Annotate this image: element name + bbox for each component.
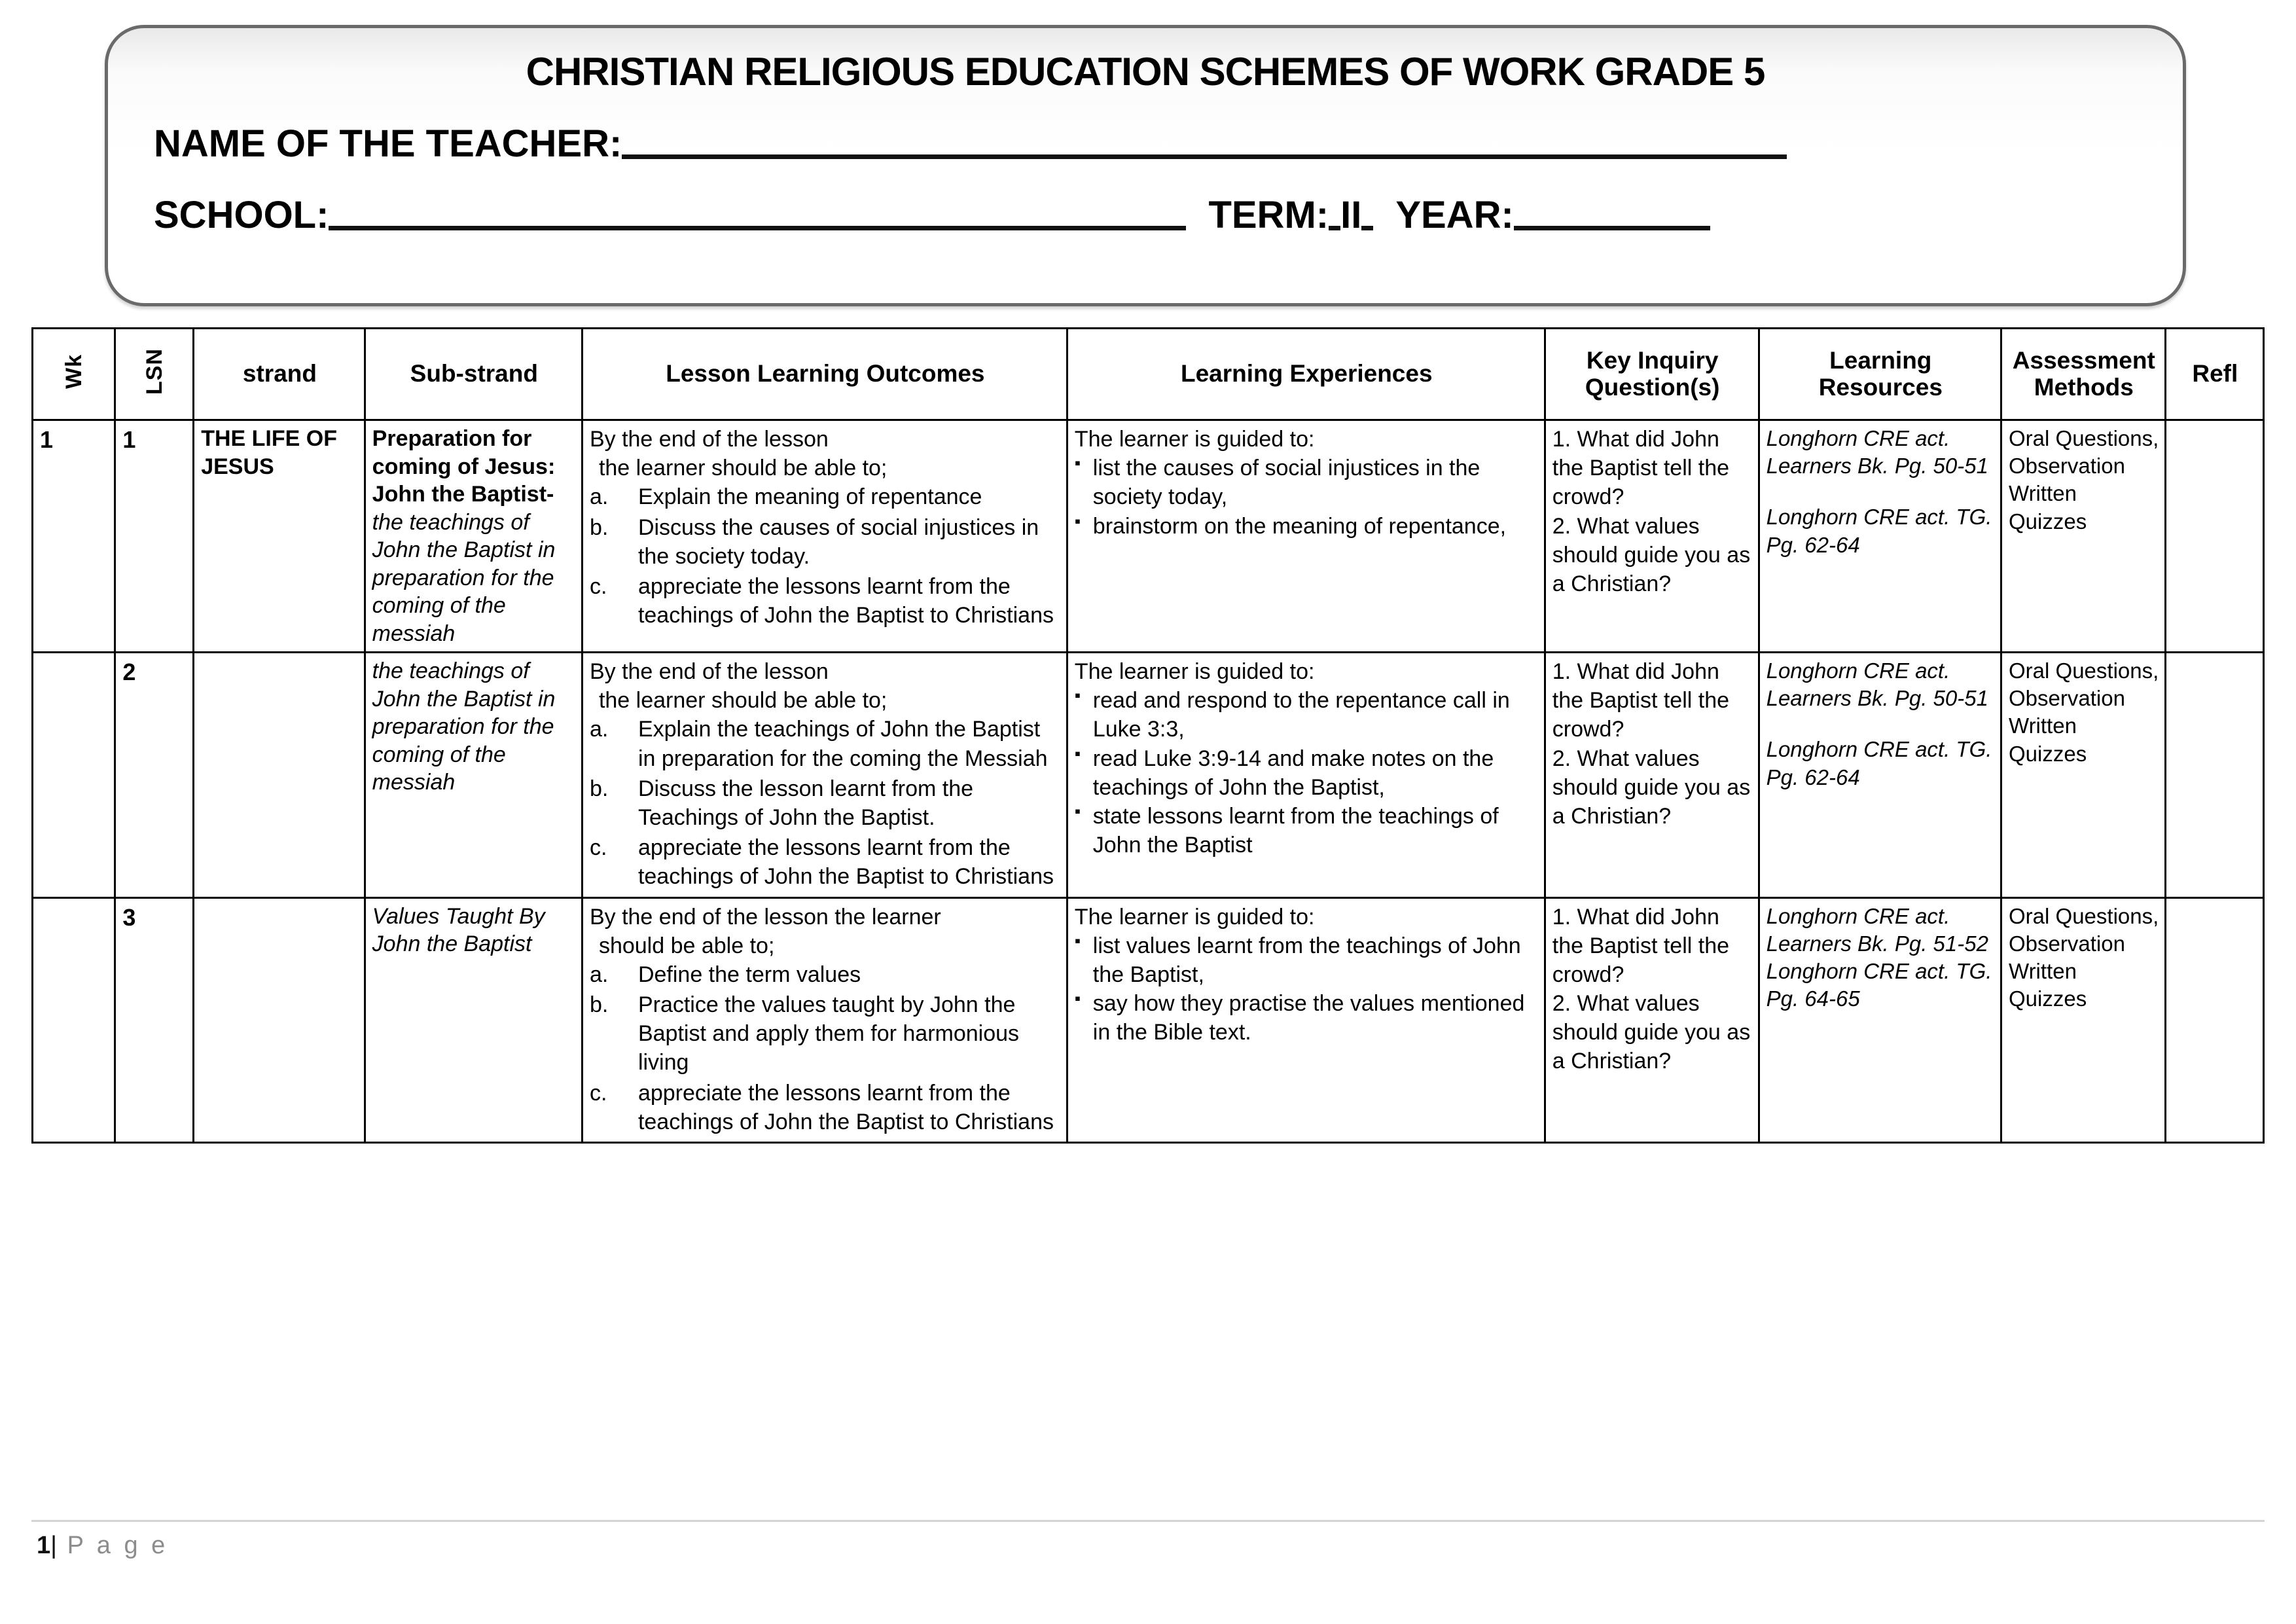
cell-sub-strand: Preparation for coming of Jesus: John the Baptist- the teachings of John the Baptist in preparation for the coming of the messiah bbox=[365, 420, 582, 653]
footer-page-word: P a g e bbox=[67, 1532, 169, 1559]
cell-learning-experiences: The learner is guided to: ▪ read and respond to the repentance call in Luke 3:3, ▪ read Luke 3:9-14 and make notes on the teachings of John the Baptist, ▪ state lessons learnt from the teachings of John the Baptist bbox=[1067, 653, 1545, 898]
cell-key-inquiry-questions: 1. What did John the Baptist tell the crowd? 2. What values should guide you as a Christian? bbox=[1545, 420, 1759, 653]
cell-strand bbox=[194, 897, 365, 1143]
list-text: appreciate the lessons learnt from the teachings of John the Baptist to Christians bbox=[637, 835, 1054, 890]
list-text: list values learnt from the teachings of John the Baptist, bbox=[1092, 933, 1521, 987]
list-text: say how they practise the values mentioned in the Bible text. bbox=[1092, 991, 1525, 1045]
cell-lsn: 2 bbox=[115, 653, 194, 898]
square-bullet-icon: ▪ bbox=[1074, 801, 1081, 821]
square-bullet-icon: ▪ bbox=[1074, 930, 1081, 950]
cell-lsn: 3 bbox=[115, 897, 194, 1143]
list-item bbox=[590, 833, 1061, 891]
list-marker: c. bbox=[589, 1080, 607, 1106]
cell-strand bbox=[194, 653, 365, 898]
cell-assessment-methods: Oral Questions, Observation Written Quizzes bbox=[2001, 653, 2166, 898]
square-bullet-icon: ▪ bbox=[1074, 685, 1081, 706]
column-header-assessment-methods: Assessment Methods bbox=[2001, 329, 2166, 420]
outcomes-list bbox=[590, 715, 1061, 891]
cell-key-inquiry-questions: 1. What did John the Baptist tell the crowd? 2. What values should guide you as a Christian? bbox=[1545, 653, 1759, 898]
list-item bbox=[590, 990, 1061, 1077]
cell-wk bbox=[33, 653, 115, 898]
cell-refl[interactable] bbox=[2165, 897, 2263, 1143]
cell-lsn: 1 bbox=[115, 420, 194, 653]
term-label: TERM: bbox=[1208, 194, 1329, 236]
table-row[interactable] bbox=[33, 897, 2264, 1143]
list-item bbox=[1075, 512, 1539, 541]
list-marker: b. bbox=[589, 992, 609, 1018]
table-row[interactable] bbox=[33, 653, 2264, 898]
list-marker: a. bbox=[589, 962, 609, 987]
list-item bbox=[590, 715, 1061, 772]
list-marker: b. bbox=[589, 514, 609, 540]
table-header-row bbox=[33, 329, 2264, 420]
cell-strand: THE LIFE OF JESUS bbox=[194, 420, 365, 653]
year-blank-line[interactable] bbox=[1514, 226, 1710, 230]
school-blank-line[interactable] bbox=[329, 226, 1186, 230]
term-value[interactable]: II bbox=[1340, 194, 1362, 236]
list-text: brainstorm on the meaning of repentance, bbox=[1092, 513, 1507, 539]
list-marker: c. bbox=[589, 573, 607, 599]
teacher-name-field-row bbox=[145, 122, 2146, 166]
resource-gap bbox=[1767, 712, 1995, 736]
table-body bbox=[33, 420, 2264, 1143]
list-marker: b. bbox=[589, 776, 609, 801]
list-marker: a. bbox=[589, 484, 609, 510]
list-text: Explain the teachings of John the Baptist in preparation for the coming the Messiah bbox=[637, 717, 1048, 771]
list-item bbox=[1075, 454, 1539, 511]
list-item bbox=[590, 774, 1061, 832]
experiences-list bbox=[1075, 454, 1539, 541]
cell-lesson-learning-outcomes: By the end of the lesson the learner should be able to; a. Explain the teachings of John the Baptist in preparation for the coming the Messiah b. Discuss the lesson learnt from the Teachings of John the Baptist. c. appreciate the lessons learnt from the teachings of John the Baptist to Christians bbox=[582, 653, 1067, 898]
footer-page-number: 1 bbox=[37, 1532, 51, 1559]
experiences-list bbox=[1075, 931, 1539, 1047]
column-header-sub-strand: Sub-strand bbox=[365, 329, 582, 420]
footer-divider bbox=[31, 1520, 2265, 1522]
square-bullet-icon: ▪ bbox=[1074, 511, 1081, 531]
list-item bbox=[1075, 686, 1539, 744]
column-header-lsn bbox=[115, 329, 194, 420]
resource-gap bbox=[1767, 480, 1995, 503]
table-row[interactable] bbox=[33, 420, 2264, 653]
list-text: read and respond to the repentance call in Luke 3:3, bbox=[1092, 688, 1510, 742]
list-marker: c. bbox=[589, 835, 607, 861]
list-text: Define the term values bbox=[637, 962, 861, 987]
list-text: appreciate the lessons learnt from the teachings of John the Baptist to Christians bbox=[637, 573, 1054, 628]
schemes-of-work-table bbox=[31, 327, 2265, 1144]
teacher-name-blank-line[interactable] bbox=[622, 154, 1787, 159]
list-item bbox=[590, 482, 1061, 511]
list-item bbox=[590, 572, 1061, 630]
list-text: Discuss the causes of social injustices in the society today. bbox=[637, 514, 1039, 569]
list-marker: a. bbox=[589, 717, 609, 742]
cell-learning-experiences: The learner is guided to: ▪ list the causes of social injustices in the society today, ▪ brainstorm on the meaning of repentance, bbox=[1067, 420, 1545, 653]
list-text: Explain the meaning of repentance bbox=[637, 484, 982, 510]
cell-sub-strand: the teachings of John the Baptist in preparation for the coming of the messiah bbox=[365, 653, 582, 898]
cell-wk bbox=[33, 897, 115, 1143]
list-item bbox=[1075, 931, 1539, 989]
square-bullet-icon: ▪ bbox=[1074, 453, 1081, 473]
list-text: Discuss the lesson learnt from the Teachings of John the Baptist. bbox=[637, 776, 974, 830]
column-header-lesson-learning-outcomes: Lesson Learning Outcomes bbox=[582, 329, 1067, 420]
page-title: CHRISTIAN RELIGIOUS EDUCATION SCHEMES OF WORK GRADE 5 bbox=[526, 50, 1765, 94]
list-text: read Luke 3:9-14 and make notes on the teachings of John the Baptist, bbox=[1092, 746, 1494, 800]
cell-lesson-learning-outcomes: By the end of the lesson the learner should be able to; a. Define the term values b. Practice the values taught by John the Baptist and apply them for harmonious living c. appreciate the lessons learnt from the teachings of John the Baptist to Christians bbox=[582, 897, 1067, 1143]
column-header-key-inquiry-questions: Key Inquiry Question(s) bbox=[1545, 329, 1759, 420]
list-item bbox=[1075, 744, 1539, 802]
list-text: appreciate the lessons learnt from the teachings of John the Baptist to Christians bbox=[637, 1080, 1054, 1134]
school-label: SCHOOL: bbox=[154, 194, 329, 236]
cell-assessment-methods: Oral Questions, Observation Written Quizzes bbox=[2001, 420, 2166, 653]
list-text: list the causes of social injustices in the society today, bbox=[1092, 456, 1480, 510]
column-header-learning-experiences: Learning Experiences bbox=[1067, 329, 1545, 420]
column-header-learning-resources: Learning Resources bbox=[1759, 329, 2001, 420]
cell-wk: 1 bbox=[33, 420, 115, 653]
square-bullet-icon: ▪ bbox=[1074, 743, 1081, 763]
list-item bbox=[590, 513, 1061, 571]
column-header-lsn-label: LSN bbox=[142, 348, 168, 395]
list-text: Practice the values taught by John the Baptist and apply them for harmonious living bbox=[637, 992, 1020, 1075]
cell-lesson-learning-outcomes: By the end of the lesson the learner should be able to; a. Explain the meaning of repentance b. Discuss the causes of social injustices in the society today. c. appreciate the lessons learnt from the teachings of John the Baptist to Christians bbox=[582, 420, 1067, 653]
cell-learning-experiences: The learner is guided to: ▪ list values learnt from the teachings of John the Baptist, ▪ say how they practise the values mentioned in the Bible text. bbox=[1067, 897, 1545, 1143]
footer-separator: | bbox=[50, 1532, 58, 1559]
list-item bbox=[590, 960, 1061, 989]
cell-refl[interactable] bbox=[2165, 420, 2263, 653]
square-bullet-icon: ▪ bbox=[1074, 988, 1081, 1009]
outcomes-list bbox=[590, 482, 1061, 630]
column-header-wk bbox=[33, 329, 115, 420]
document-header-box bbox=[105, 25, 2186, 306]
column-header-strand: strand bbox=[194, 329, 365, 420]
term-underscore-left bbox=[1329, 226, 1340, 230]
experiences-list bbox=[1075, 686, 1539, 859]
document-header-inner bbox=[108, 28, 2183, 303]
list-text: state lessons learnt from the teachings of John the Baptist bbox=[1092, 803, 1499, 858]
list-item bbox=[1075, 802, 1539, 859]
list-item bbox=[1075, 989, 1539, 1047]
cell-refl[interactable] bbox=[2165, 653, 2263, 898]
cell-learning-resources: Longhorn CRE act. Learners Bk. Pg. 50-51 Longhorn CRE act. TG. Pg. 62-64 bbox=[1759, 653, 2001, 898]
outcomes-list bbox=[590, 960, 1061, 1136]
year-label: YEAR: bbox=[1395, 194, 1514, 236]
cell-learning-resources: Longhorn CRE act. Learners Bk. Pg. 50-51 Longhorn CRE act. TG. Pg. 62-64 bbox=[1759, 420, 2001, 653]
term-underscore-right bbox=[1361, 226, 1373, 230]
column-header-wk-label: Wk bbox=[61, 353, 86, 389]
cell-learning-resources: Longhorn CRE act. Learners Bk. Pg. 51-52 Longhorn CRE act. TG. Pg. 64-65 bbox=[1759, 897, 2001, 1143]
page-footer bbox=[37, 1532, 168, 1560]
school-term-year-field-row bbox=[145, 193, 2146, 237]
teacher-name-label: NAME OF THE TEACHER: bbox=[154, 122, 622, 165]
cell-key-inquiry-questions: 1. What did John the Baptist tell the crowd? 2. What values should guide you as a Christian? bbox=[1545, 897, 1759, 1143]
cell-assessment-methods: Oral Questions, Observation Written Quizzes bbox=[2001, 897, 2166, 1143]
list-item bbox=[590, 1079, 1061, 1136]
column-header-refl: Refl bbox=[2165, 329, 2263, 420]
cell-sub-strand: Values Taught By John the Baptist bbox=[365, 897, 582, 1143]
